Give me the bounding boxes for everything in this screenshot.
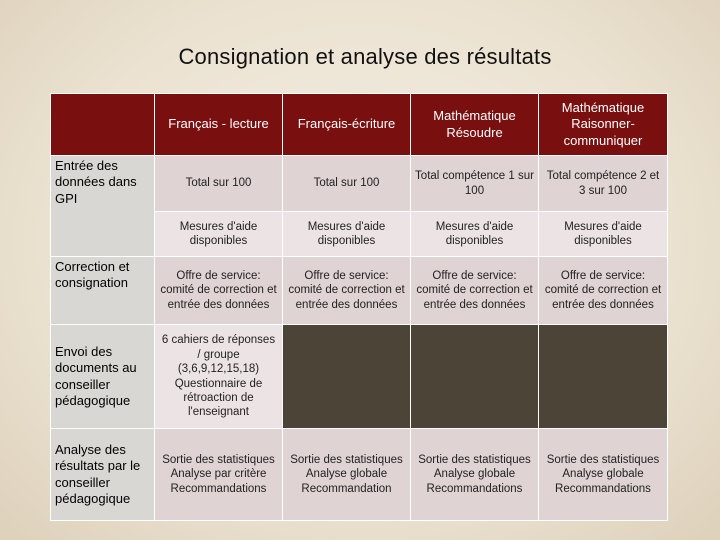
- table-cell: Sortie des statistiques Analyse par critère Recommandations: [155, 429, 283, 521]
- header-math-raisonner: Mathématique Raisonner-communiquer: [539, 94, 668, 156]
- table-cell: Offre de service: comité de correction et entrée des données: [283, 257, 411, 325]
- row-label-analyse: Analyse des résultats par le conseiller pédagogique: [51, 429, 155, 521]
- table-cell: Offre de service: comité de correction et entrée des données: [155, 257, 283, 325]
- table-cell: Total compétence 2 et 3 sur 100: [539, 156, 668, 212]
- empty-cell: [539, 325, 668, 429]
- table-row: [51, 156, 668, 212]
- table-row: [51, 257, 668, 325]
- table-cell: 6 cahiers de réponses / groupe (3,6,9,12,15,18) Questionnaire de rétroaction de l'enseignant: [155, 325, 283, 429]
- table-cell: Total compétence 1 sur 100: [411, 156, 539, 212]
- table-cell: Mesures d'aide disponibles: [155, 212, 283, 257]
- table-cell: Offre de service: comité de correction et entrée des données: [411, 257, 539, 325]
- table-cell: Sortie des statistiques Analyse globale Recommandations: [539, 429, 668, 521]
- row-label-correction: Correction et consignation: [51, 257, 155, 325]
- table-cell: Offre de service: comité de correction et entrée des données: [539, 257, 668, 325]
- row-label-envoi: Envoi des documents au conseiller pédagogique: [51, 325, 155, 429]
- header-row: [51, 94, 668, 156]
- slide-title: Consignation et analyse des résultats: [178, 44, 552, 69]
- table-cell: Mesures d'aide disponibles: [411, 212, 539, 257]
- table-cell: Total sur 100: [283, 156, 411, 212]
- header-corner: [51, 94, 155, 156]
- table-cell: Total sur 100: [155, 156, 283, 212]
- empty-cell: [411, 325, 539, 429]
- results-table: [50, 93, 668, 521]
- header-francais-lecture: Français - lecture: [155, 94, 283, 156]
- table-row: [51, 325, 668, 429]
- table-cell: Mesures d'aide disponibles: [539, 212, 668, 257]
- table-cell: Sortie des statistiques Analyse globale Recommandations: [411, 429, 539, 521]
- header-math-resoudre: Mathématique Résoudre: [411, 94, 539, 156]
- table-cell: Sortie des statistiques Analyse globale Recommandation: [283, 429, 411, 521]
- table-row: [51, 429, 668, 521]
- empty-cell: [283, 325, 411, 429]
- header-francais-ecriture: Français-écriture: [283, 94, 411, 156]
- table-cell: Mesures d'aide disponibles: [283, 212, 411, 257]
- row-label-entree: Entrée des données dans GPI: [51, 156, 155, 257]
